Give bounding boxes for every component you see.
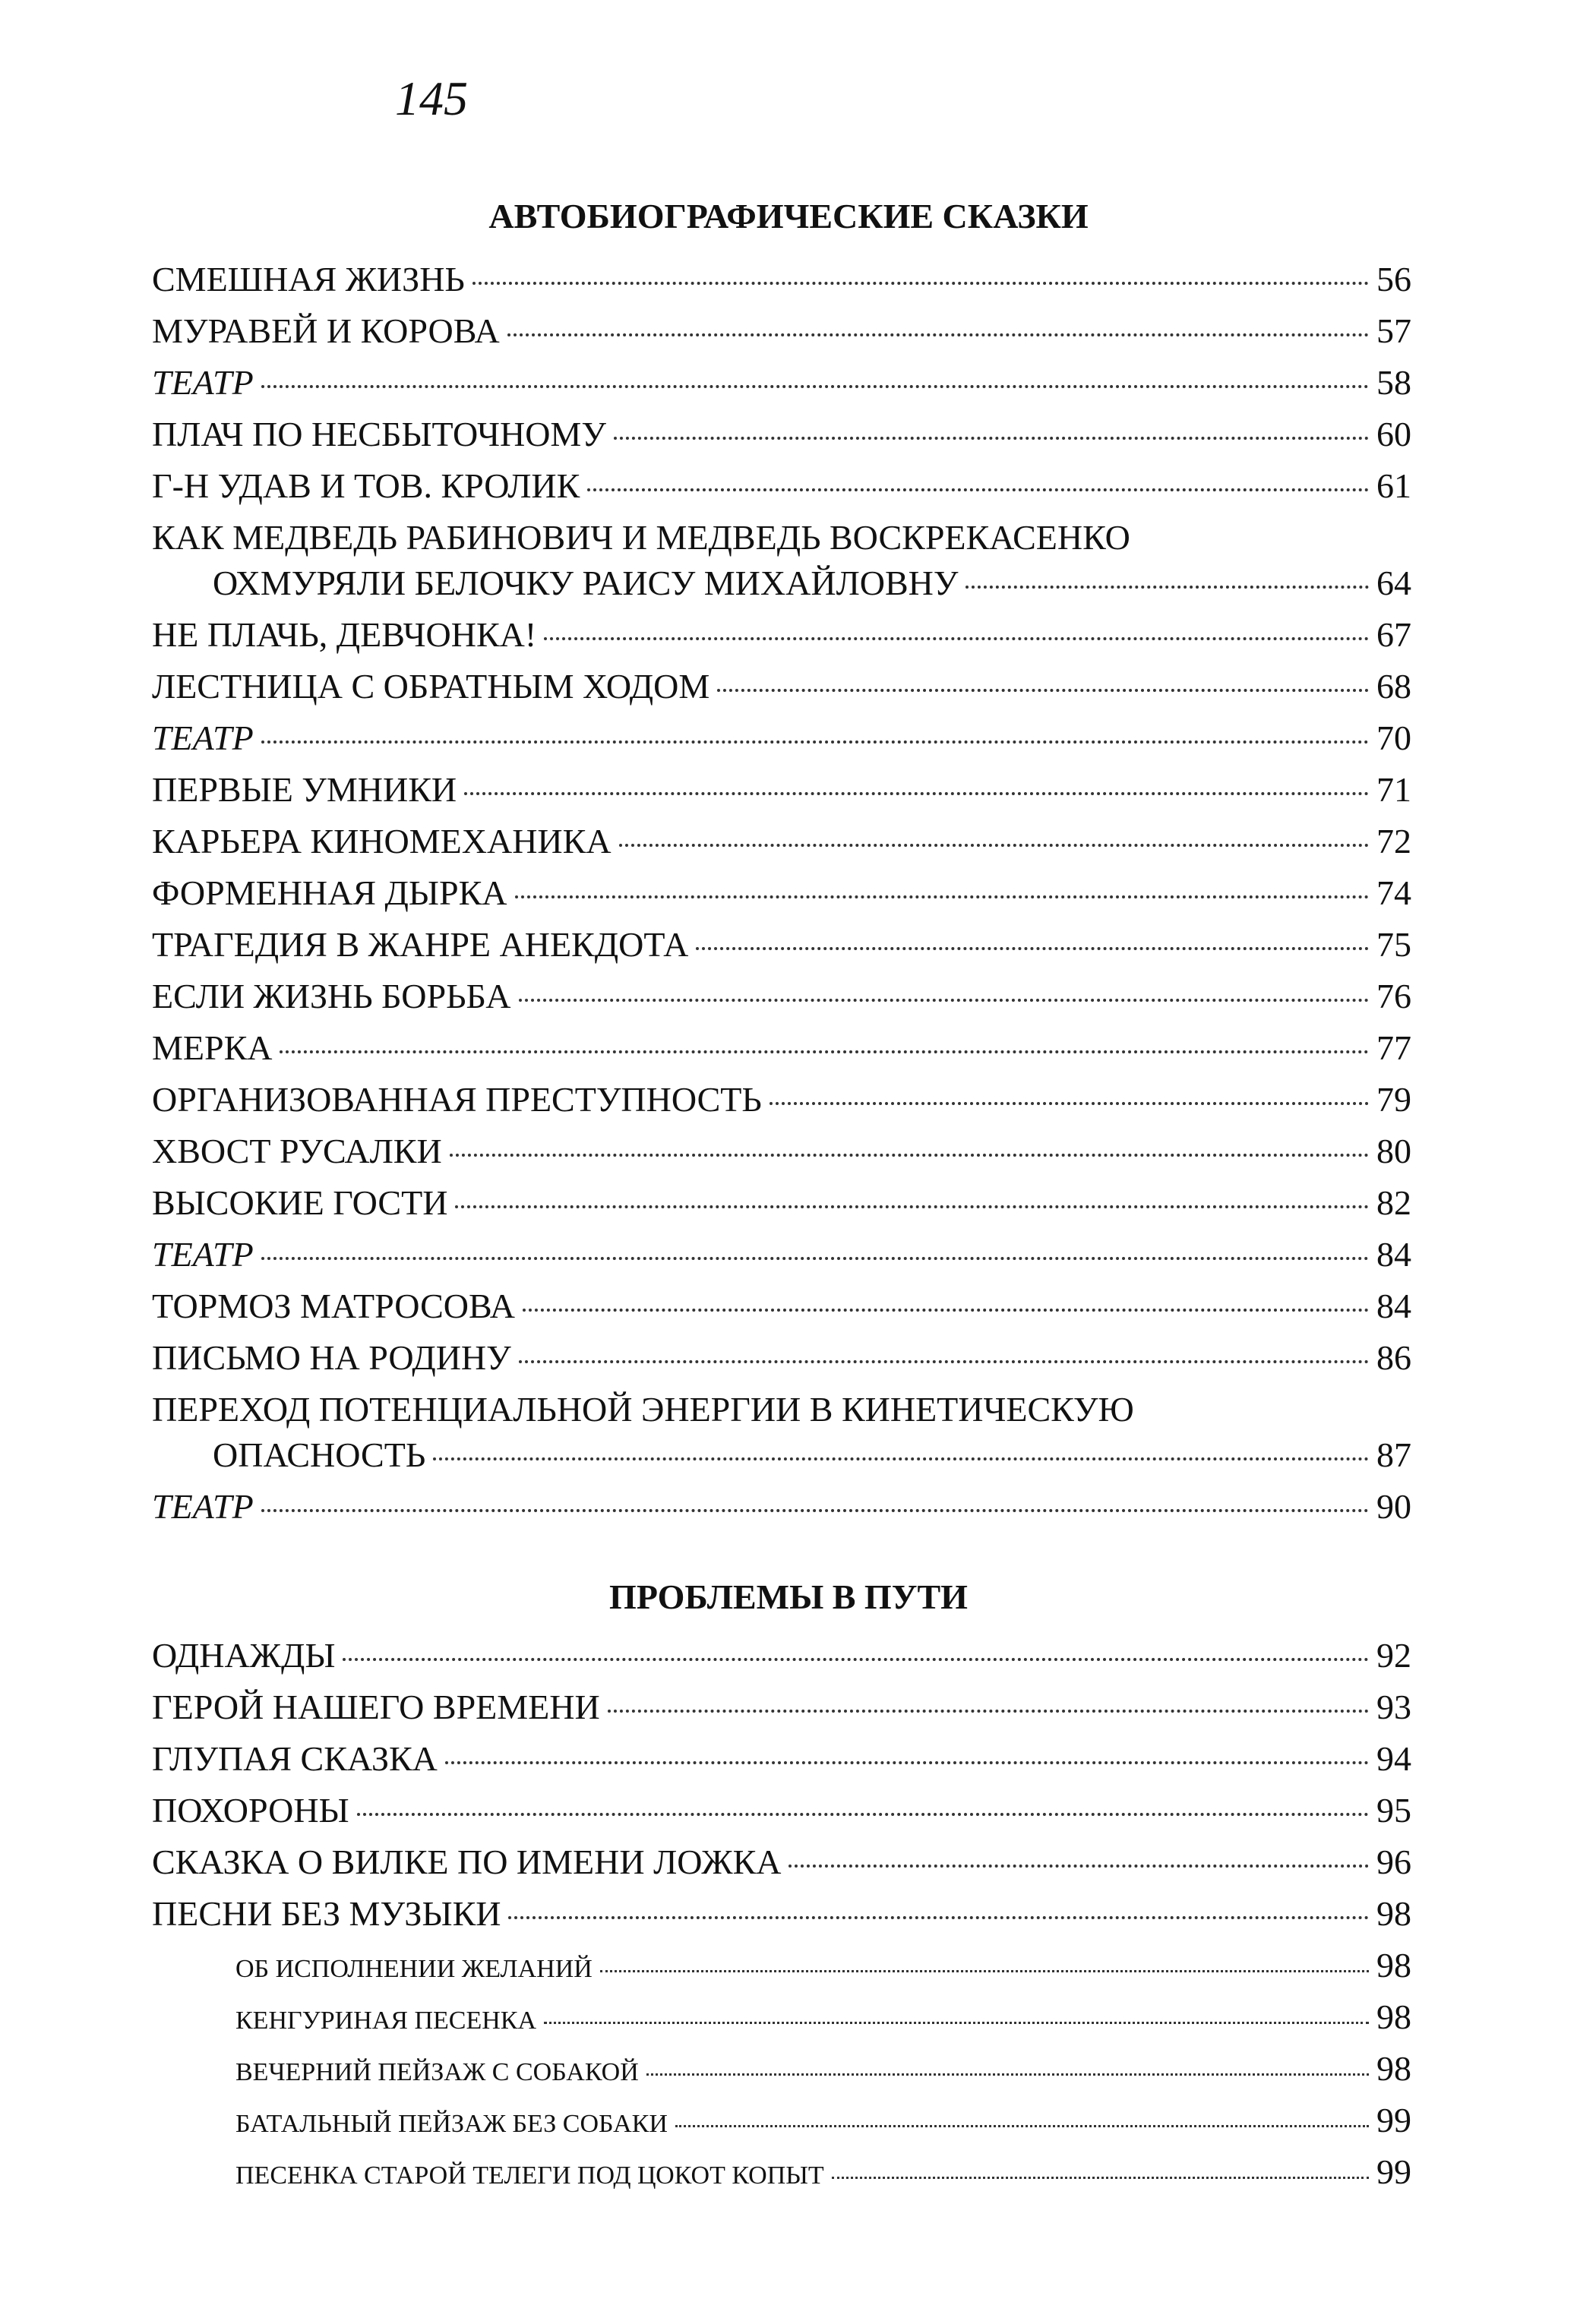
toc-entry [152, 1284, 1411, 1329]
dot-leader [445, 1761, 1369, 1764]
toc-entry [152, 412, 1411, 457]
toc-entry-title: ПЕСНИ БЕЗ МУЗЫКИ [152, 1894, 501, 1933]
toc-entry [152, 870, 1411, 916]
dot-leader [450, 1154, 1369, 1157]
toc-entry-page: 92 [1376, 1636, 1411, 1675]
toc-entry [152, 1180, 1411, 1226]
toc-entry-page: 98 [1376, 1946, 1411, 1985]
toc-entry [152, 1432, 1411, 1478]
toc-entry-page: 84 [1376, 1235, 1411, 1274]
toc-entry-page: 90 [1376, 1487, 1411, 1526]
toc-entry-title: ОХМУРЯЛИ БЕЛОЧКУ РАИСУ МИХАЙЛОВНУ [213, 564, 959, 602]
toc-entry-title: ПЕРВЫЕ УМНИКИ [152, 770, 457, 809]
toc-entry-title: КАРЬЕРА КИНОМЕХАНИКА [152, 822, 612, 860]
dot-leader [619, 844, 1369, 847]
toc-entry-title: ПЕСЕНКА СТАРОЙ ТЕЛЕГИ ПОД ЦОКОТ КОПЫТ [235, 2161, 824, 2190]
toc-entry-title: ТЕАТР [152, 718, 254, 757]
toc-entry-title: ТЕАТР [152, 1235, 254, 1274]
toc-entry-title: СКАЗКА О ВИЛКЕ ПО ИМЕНИ ЛОЖКА [152, 1842, 782, 1881]
toc-entry-title: ТЕАТР [152, 1487, 254, 1526]
dot-leader [343, 1658, 1369, 1661]
toc-entry-title: ФОРМЕННАЯ ДЫРКА [152, 873, 507, 912]
dot-leader [788, 1865, 1369, 1868]
toc-entry-page: 86 [1376, 1338, 1411, 1377]
dot-leader [508, 1916, 1369, 1919]
toc-entry [152, 1788, 1411, 1833]
toc-entry-page: 98 [1376, 1894, 1411, 1933]
toc-entry-title: ТРАГЕДИЯ В ЖАНРЕ АНЕКДОТА [152, 925, 689, 964]
toc-entry-title: МУРАВЕЙ И КОРОВА [152, 311, 500, 350]
toc-entry-page: 74 [1376, 873, 1411, 912]
toc-entry-page: 99 [1376, 2101, 1411, 2139]
toc-entry-page: 98 [1376, 2049, 1411, 2088]
toc-entry-page: 94 [1376, 1739, 1411, 1778]
toc-subentry [152, 1994, 1411, 2040]
toc-entry-title: ПИСЬМО НА РОДИНУ [152, 1338, 511, 1377]
dot-leader [433, 1457, 1369, 1460]
dot-leader [646, 2073, 1369, 2076]
toc-entry [152, 767, 1411, 813]
toc-entry-title: СМЕШНАЯ ЖИЗНЬ [152, 260, 465, 298]
dot-leader [600, 1970, 1369, 1972]
section-title-problems: ПРОБЛЕМЫ В ПУТИ [609, 1577, 968, 1616]
dot-leader [455, 1205, 1369, 1208]
page-number: 145 [395, 71, 468, 125]
toc-entry [152, 819, 1411, 864]
toc-entry [152, 922, 1411, 968]
dot-leader [261, 1509, 1369, 1512]
toc-entry-page: 82 [1376, 1183, 1411, 1222]
toc-entry-title: НЕ ПЛАЧЬ, ДЕВЧОНКА! [152, 615, 537, 654]
toc-subentry [152, 2098, 1411, 2143]
section-title-autobiographical: АВТОБИОГРАФИЧЕСКИЕ СКАЗКИ [488, 197, 1089, 235]
toc-entry-title: ЕСЛИ ЖИЗНЬ БОРЬБА [152, 977, 511, 1015]
toc-entry [152, 974, 1411, 1019]
dot-leader [675, 2125, 1369, 2127]
toc-entry [152, 1077, 1411, 1123]
toc-subentry [152, 1943, 1411, 1988]
toc-entry-title: БАТАЛЬНЫЙ ПЕЙЗАЖ БЕЗ СОБАКИ [235, 2110, 668, 2138]
toc-entry-page: 68 [1376, 667, 1411, 706]
toc-entry [152, 1129, 1411, 1174]
toc-entry [152, 1839, 1411, 1885]
toc-entry-title: Г-Н УДАВ И ТОВ. КРОЛИК [152, 466, 580, 505]
toc-entry-title: ПЛАЧ ПО НЕСБЫТОЧНОМУ [152, 415, 606, 453]
toc-entry-page: 77 [1376, 1028, 1411, 1067]
toc-entry [152, 1891, 1411, 1937]
toc-entry-title: ТОРМОЗ МАТРОСОВА [152, 1287, 515, 1325]
toc-entry-title: ОРГАНИЗОВАННАЯ ПРЕСТУПНОСТЬ [152, 1080, 762, 1119]
dot-leader [515, 895, 1369, 898]
toc-entry [152, 1025, 1411, 1071]
toc-entry [152, 360, 1411, 406]
dot-leader [357, 1813, 1369, 1816]
toc-entry-title: ВЕЧЕРНИЙ ПЕЙЗАЖ С СОБАКОЙ [235, 2058, 639, 2086]
dot-leader [261, 1257, 1369, 1260]
dot-leader [965, 586, 1369, 589]
toc-entry-page: 61 [1376, 466, 1411, 505]
toc-entry-title: ПОХОРОНЫ [152, 1791, 349, 1830]
dot-leader [608, 1710, 1369, 1713]
dot-leader [770, 1102, 1369, 1105]
toc-entry-page: 64 [1376, 564, 1411, 602]
toc-entry-page: 60 [1376, 415, 1411, 453]
toc-entry-page: 72 [1376, 822, 1411, 860]
toc-entry [152, 612, 1411, 658]
dot-leader [280, 1050, 1369, 1053]
dot-leader [519, 1360, 1369, 1363]
toc-entry-page: 87 [1376, 1435, 1411, 1474]
toc-entry-page: 71 [1376, 770, 1411, 809]
dot-leader [523, 1309, 1369, 1312]
dot-leader [544, 2022, 1369, 2024]
toc-entry-title: КЕНГУРИНАЯ ПЕСЕНКА [235, 2007, 537, 2035]
toc-subentry [152, 2046, 1411, 2092]
toc-entry-page: 67 [1376, 615, 1411, 654]
dot-leader [464, 792, 1369, 795]
toc-entry-page: 79 [1376, 1080, 1411, 1119]
toc-entry-page: 56 [1376, 260, 1411, 298]
toc-entry-title-line1: ПЕРЕХОД ПОТЕНЦИАЛЬНОЙ ЭНЕРГИИ В КИНЕТИЧЕСКУЮ [152, 1390, 1134, 1429]
toc-entry [152, 715, 1411, 761]
toc-entry [152, 463, 1411, 509]
dot-leader [832, 2177, 1369, 2179]
toc-entry [152, 1685, 1411, 1730]
toc-entry-title: ГЛУПАЯ СКАЗКА [152, 1739, 438, 1778]
toc-entry [152, 1484, 1411, 1530]
toc-entry-page: 80 [1376, 1132, 1411, 1170]
toc-entry-page: 98 [1376, 1997, 1411, 2036]
toc-entry [152, 1633, 1411, 1678]
toc-entry [152, 1736, 1411, 1782]
toc-entry [152, 1335, 1411, 1381]
dot-leader [507, 333, 1369, 336]
toc-entry [152, 257, 1411, 302]
dot-leader [587, 488, 1369, 491]
toc-entry [152, 1232, 1411, 1277]
toc-entry-page: 96 [1376, 1842, 1411, 1881]
toc-entry-title: ОДНАЖДЫ [152, 1636, 336, 1675]
toc-entry-page: 84 [1376, 1287, 1411, 1325]
toc-entry-title: МЕРКА [152, 1028, 273, 1067]
dot-leader [717, 689, 1369, 692]
dot-leader [519, 999, 1369, 1002]
dot-leader [696, 947, 1369, 950]
toc-entry-page: 95 [1376, 1791, 1411, 1830]
toc-entry-title-line1: КАК МЕДВЕДЬ РАБИНОВИЧ И МЕДВЕДЬ ВОСКРЕКАСЕНКО [152, 518, 1130, 557]
toc-subentry [152, 2149, 1411, 2195]
toc-entry-title: ЛЕСТНИЦА С ОБРАТНЫМ ХОДОМ [152, 667, 710, 706]
toc-entry-page: 57 [1376, 311, 1411, 350]
toc-entry-page: 70 [1376, 718, 1411, 757]
toc-entry-page: 75 [1376, 925, 1411, 964]
toc-entry-title: ОБ ИСПОЛНЕНИИ ЖЕЛАНИЙ [235, 1955, 593, 1983]
toc-entry-page: 99 [1376, 2152, 1411, 2191]
dot-leader [261, 740, 1369, 744]
dot-leader [261, 385, 1369, 388]
toc-entry-title: ХВОСТ РУСАЛКИ [152, 1132, 442, 1170]
toc-entry-title: ОПАСНОСТЬ [213, 1435, 426, 1474]
toc-entry [152, 560, 1411, 606]
dot-leader [614, 437, 1369, 440]
toc-entry-title: ГЕРОЙ НАШЕГО ВРЕМЕНИ [152, 1688, 600, 1726]
toc-entry-page: 58 [1376, 363, 1411, 402]
dot-leader [544, 637, 1369, 640]
dot-leader [472, 282, 1369, 285]
toc-entry-title: ВЫСОКИЕ ГОСТИ [152, 1183, 448, 1222]
toc-entry-title: ТЕАТР [152, 363, 254, 402]
toc-entry-page: 93 [1376, 1688, 1411, 1726]
toc-entry [152, 664, 1411, 709]
toc-entry-page: 76 [1376, 977, 1411, 1015]
toc-entry [152, 308, 1411, 354]
